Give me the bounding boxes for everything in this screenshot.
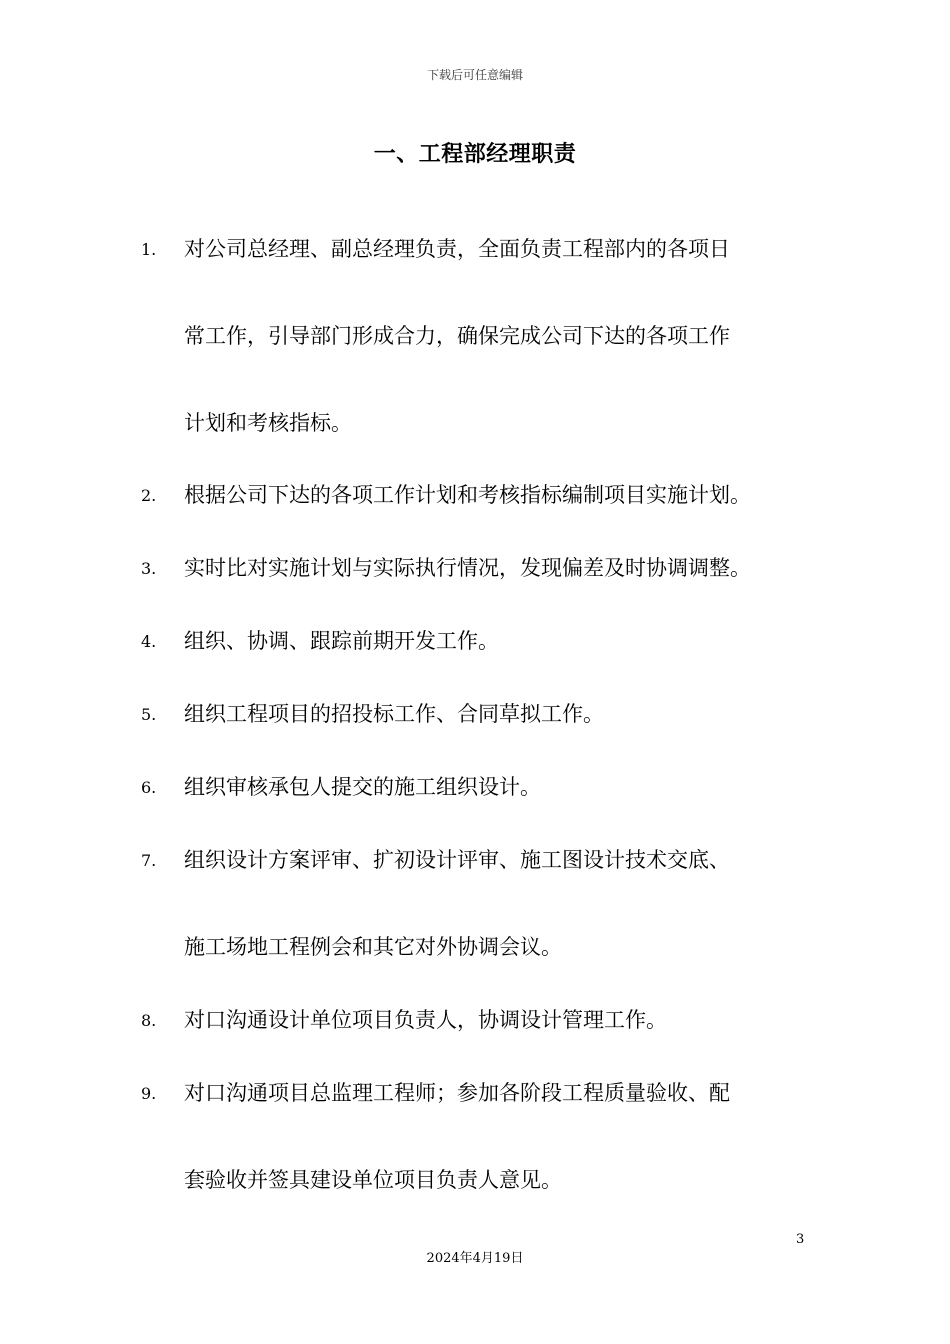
page-header-note: 下载后可任意编辑	[426, 68, 523, 82]
item-text-line: 实时比对实施计划与实际执行情况，发现偏差及时协调调整。	[184, 556, 751, 580]
page-number: 3	[796, 1232, 805, 1247]
item-text-line: 施工场地工程例会和其它对外协调会议。	[184, 935, 562, 959]
item-number: 9.	[141, 1084, 157, 1103]
item-text-line: 对口沟通设计单位项目负责人，协调设计管理工作。	[184, 1008, 667, 1032]
item-text-line: 组织审核承包人提交的施工组织设计。	[184, 775, 541, 799]
document-title: 一、工程部经理职责	[373, 142, 577, 167]
item-number: 8.	[141, 1011, 157, 1030]
item-text-line: 对口沟通项目总监理工程师；参加各阶段工程质量验收、配	[184, 1081, 730, 1105]
item-text-line: 套验收并签具建设单位项目负责人意见。	[184, 1168, 562, 1192]
item-number: 3.	[141, 559, 157, 578]
item-text-line: 组织设计方案评审、扩初设计评审、施工图设计技术交底、	[184, 848, 730, 872]
item-number: 6.	[141, 778, 157, 797]
item-number: 4.	[141, 632, 157, 651]
item-text-line: 计划和考核指标。	[184, 411, 352, 435]
item-text-line: 根据公司下达的各项工作计划和考核指标编制项目实施计划。	[184, 483, 751, 507]
item-text-line: 组织、协调、跟踪前期开发工作。	[184, 629, 499, 653]
item-text-line: 对公司总经理、副总经理负责，全面负责工程部内的各项日	[184, 237, 730, 261]
item-text-line: 常工作，引导部门形成合力，确保完成公司下达的各项工作	[184, 324, 730, 348]
footer-date: 2024年4月19日	[426, 1251, 524, 1266]
item-number: 2.	[141, 486, 157, 505]
item-number: 7.	[141, 851, 157, 870]
item-text-line: 组织工程项目的招投标工作、合同草拟工作。	[184, 702, 604, 726]
item-number: 5.	[141, 705, 157, 724]
item-number: 1.	[141, 240, 157, 259]
